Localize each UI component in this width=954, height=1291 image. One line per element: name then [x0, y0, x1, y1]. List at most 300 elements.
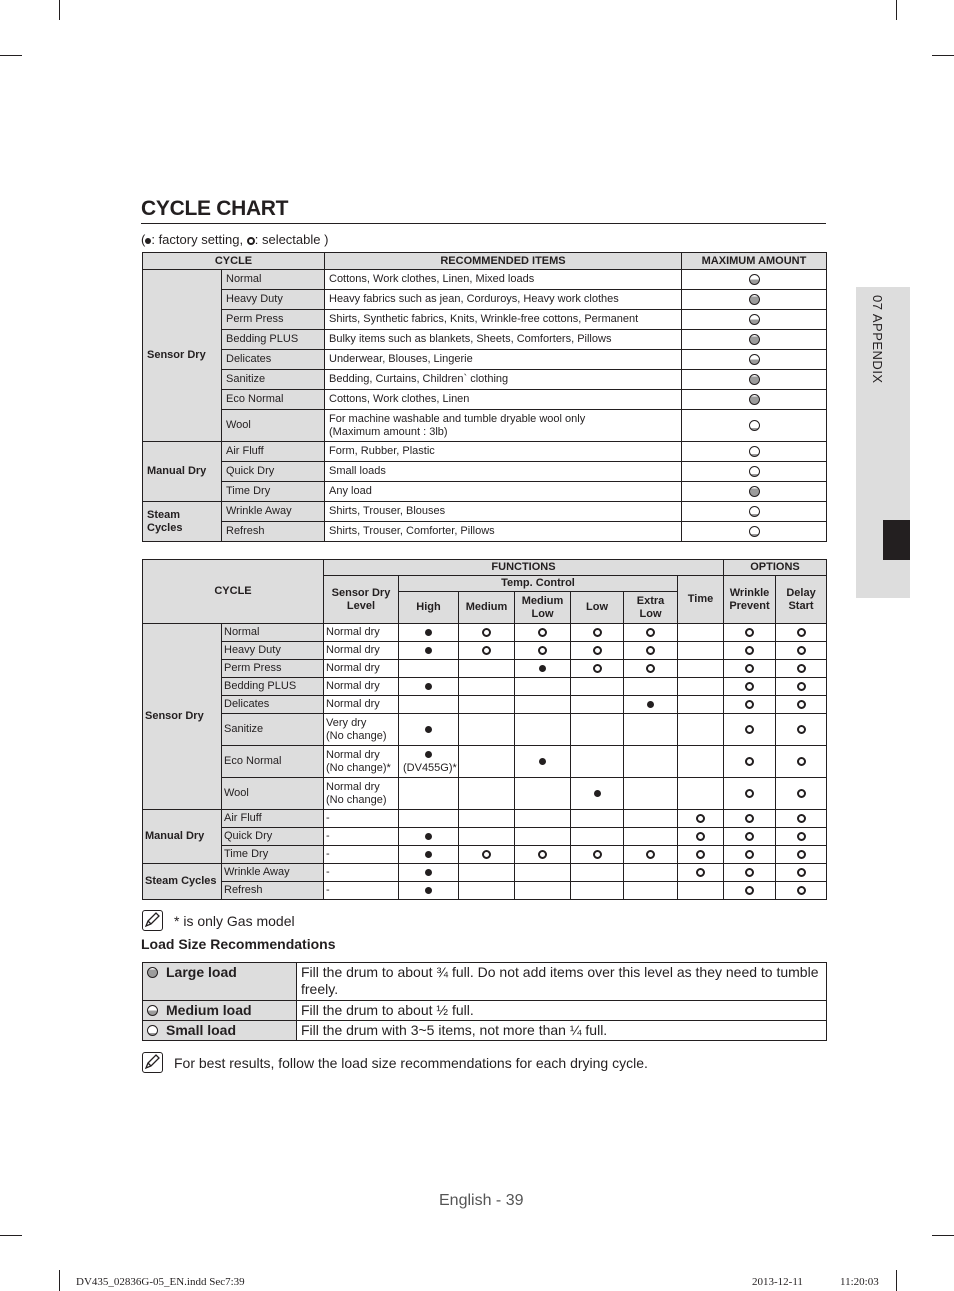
load-size-label: Medium load — [143, 1001, 297, 1021]
factory-setting-icon — [425, 726, 432, 733]
table-row — [143, 642, 827, 660]
small-load-icon — [749, 526, 760, 537]
table-row — [143, 390, 827, 410]
low-cell — [571, 696, 624, 714]
factory-setting-icon — [594, 790, 601, 797]
factory-setting-icon — [425, 887, 432, 894]
cycle-name: Wool — [222, 778, 324, 810]
page-number: English - 39 — [439, 1192, 524, 1209]
maximum-amount — [682, 502, 827, 522]
note-icon — [142, 1052, 163, 1073]
delay-start-cell — [776, 714, 827, 746]
small-load-icon — [749, 446, 760, 457]
cycle-name: Heavy Duty — [222, 642, 324, 660]
time-cell — [678, 864, 724, 882]
crop-mark — [932, 55, 954, 56]
selectable-icon — [247, 237, 255, 245]
cycle-name: Quick Dry — [222, 828, 324, 846]
table-row — [143, 864, 827, 882]
cycle-name: Sanitize — [222, 714, 324, 746]
factory-setting-icon — [539, 665, 546, 672]
table-row — [143, 828, 827, 846]
crop-mark — [0, 1235, 22, 1236]
recommended-items: Bedding, Curtains, Children` clothing — [325, 370, 682, 390]
sensor-dry-level: - — [324, 846, 399, 864]
time-cell — [678, 810, 724, 828]
low-cell — [571, 864, 624, 882]
cycle-group: Manual Dry — [143, 810, 222, 864]
extra-low-cell — [624, 642, 678, 660]
high-cell — [399, 624, 459, 642]
header-temp-control: Temp. Control — [399, 576, 678, 592]
factory-setting-icon — [425, 869, 432, 876]
large-load-icon — [749, 374, 760, 385]
table-row — [143, 270, 827, 290]
table-row — [143, 778, 827, 810]
recommended-items-table — [142, 252, 827, 542]
time-cell — [678, 696, 724, 714]
low-cell — [571, 778, 624, 810]
delay-start-cell — [776, 864, 827, 882]
table-row — [143, 310, 827, 330]
recommended-items: Shirts, Trouser, Comforter, Pillows — [325, 522, 682, 542]
factory-setting-icon — [425, 629, 432, 636]
maximum-amount — [682, 482, 827, 502]
maximum-amount — [682, 370, 827, 390]
time-cell — [678, 678, 724, 696]
selectable-icon — [593, 664, 602, 673]
selectable-icon — [538, 628, 547, 637]
high-cell — [399, 778, 459, 810]
load-size-description: Fill the drum to about ¾ full. Do not add items over this level as they need to tumble freely. — [297, 963, 827, 1001]
page-title: CYCLE CHART — [141, 196, 826, 224]
cycle-name: Time Dry — [222, 846, 324, 864]
header-cycle: CYCLE — [143, 560, 324, 624]
selectable-icon — [482, 628, 491, 637]
factory-setting-icon — [425, 647, 432, 654]
section-tab-label: 07 APPENDIX — [870, 295, 885, 384]
selectable-icon — [797, 832, 806, 841]
table-row — [143, 410, 827, 442]
high-cell — [399, 678, 459, 696]
extra-low-cell — [624, 778, 678, 810]
cycle-group: Sensor Dry — [143, 624, 222, 810]
large-load-icon — [147, 967, 158, 978]
recommended-items: Shirts, Trouser, Blouses — [325, 502, 682, 522]
recommended-items: Shirts, Synthetic fabrics, Knits, Wrinkle-free cottons, Permanent — [325, 310, 682, 330]
selectable-icon — [797, 814, 806, 823]
time-cell — [678, 660, 724, 678]
cycle-group: Steam Cycles — [143, 502, 222, 542]
table-row — [143, 696, 827, 714]
cycle-name: Heavy Duty — [222, 290, 325, 310]
recommended-items: For machine washable and tumble dryable wool only (Maximum amount : 3lb) — [325, 410, 682, 442]
sensor-dry-level: - — [324, 864, 399, 882]
cycle-name: Wool — [222, 410, 325, 442]
large-load-icon — [749, 334, 760, 345]
delay-start-cell — [776, 746, 827, 778]
cycle-name: Eco Normal — [222, 390, 325, 410]
medium-low-cell — [515, 696, 571, 714]
medium-load-icon — [749, 354, 760, 365]
table-row — [143, 678, 827, 696]
sensor-dry-level: Very dry (No change) — [324, 714, 399, 746]
sensor-dry-level: Normal dry — [324, 678, 399, 696]
delay-start-cell — [776, 778, 827, 810]
selectable-icon — [482, 646, 491, 655]
medium-low-cell — [515, 624, 571, 642]
extra-low-cell — [624, 714, 678, 746]
load-size-table — [142, 962, 827, 1041]
cycle-name: Sanitize — [222, 370, 325, 390]
header-sensor-dry-level: Sensor Dry Level — [324, 576, 399, 624]
selectable-icon — [797, 682, 806, 691]
time-cell — [678, 642, 724, 660]
gas-model-note: * is only Gas model — [174, 913, 295, 929]
selectable-icon — [745, 725, 754, 734]
selectable-icon — [593, 850, 602, 859]
wrinkle-prevent-cell — [724, 778, 776, 810]
high-cell — [399, 746, 459, 778]
low-cell — [571, 714, 624, 746]
table-row — [143, 482, 827, 502]
header-time: Time — [678, 576, 724, 624]
sensor-dry-level: - — [324, 828, 399, 846]
time-cell — [678, 778, 724, 810]
cycle-name: Bedding PLUS — [222, 330, 325, 350]
cycle-name: Air Fluff — [222, 442, 325, 462]
header-extra-low: Extra Low — [624, 592, 678, 624]
low-cell — [571, 846, 624, 864]
cycle-group: Sensor Dry — [143, 270, 222, 442]
delay-start-cell — [776, 882, 827, 900]
crop-mark — [0, 55, 22, 56]
load-size-heading: Load Size Recommendations — [141, 936, 336, 952]
selectable-icon — [797, 850, 806, 859]
extra-low-cell — [624, 864, 678, 882]
selectable-icon — [593, 646, 602, 655]
sensor-dry-level: - — [324, 810, 399, 828]
high-cell — [399, 828, 459, 846]
header-options: OPTIONS — [724, 560, 827, 576]
cycle-name: Air Fluff — [222, 810, 324, 828]
medium-low-cell — [515, 778, 571, 810]
medium-low-cell — [515, 846, 571, 864]
cycle-name: Delicates — [222, 696, 324, 714]
delay-start-cell — [776, 660, 827, 678]
medium-cell — [459, 864, 515, 882]
medium-low-cell — [515, 642, 571, 660]
table-row — [143, 1001, 827, 1021]
maximum-amount — [682, 270, 827, 290]
extra-low-cell — [624, 882, 678, 900]
functions-options-table — [142, 559, 827, 900]
medium-cell — [459, 714, 515, 746]
selectable-icon — [745, 789, 754, 798]
medium-load-icon — [749, 314, 760, 325]
crop-mark — [896, 1270, 897, 1291]
time-cell — [678, 746, 724, 778]
note-icon — [142, 910, 163, 931]
selectable-icon — [797, 757, 806, 766]
extra-low-cell — [624, 660, 678, 678]
selectable-icon — [646, 850, 655, 859]
selectable-icon — [745, 700, 754, 709]
cycle-name: Wrinkle Away — [222, 502, 325, 522]
cycle-name: Normal — [222, 624, 324, 642]
delay-start-cell — [776, 810, 827, 828]
maximum-amount — [682, 462, 827, 482]
small-load-icon — [147, 1025, 158, 1036]
wrinkle-prevent-cell — [724, 882, 776, 900]
medium-cell — [459, 660, 515, 678]
factory-setting-icon — [539, 758, 546, 765]
low-cell — [571, 624, 624, 642]
wrinkle-prevent-cell — [724, 714, 776, 746]
selectable-icon — [797, 664, 806, 673]
delay-start-cell — [776, 642, 827, 660]
selectable-icon — [538, 850, 547, 859]
factory-setting-icon — [425, 833, 432, 840]
cycle-name: Refresh — [222, 882, 324, 900]
delay-start-cell — [776, 678, 827, 696]
extra-low-cell — [624, 746, 678, 778]
maximum-amount — [682, 290, 827, 310]
medium-load-icon — [749, 274, 760, 285]
selectable-icon — [797, 725, 806, 734]
selectable-icon — [797, 646, 806, 655]
low-cell — [571, 882, 624, 900]
maximum-amount — [682, 330, 827, 350]
medium-low-cell — [515, 828, 571, 846]
selectable-icon — [696, 814, 705, 823]
medium-low-cell — [515, 678, 571, 696]
small-load-icon — [749, 420, 760, 431]
header-medium: Medium — [459, 592, 515, 624]
recommended-items: Small loads — [325, 462, 682, 482]
sensor-dry-level: Normal dry (No change) — [324, 778, 399, 810]
medium-cell — [459, 828, 515, 846]
load-size-description: Fill the drum with 3~5 items, not more than ¼ full. — [297, 1021, 827, 1041]
delay-start-cell — [776, 696, 827, 714]
header-recommended-items: RECOMMENDED ITEMS — [325, 253, 682, 270]
selectable-icon — [696, 850, 705, 859]
medium-low-cell — [515, 810, 571, 828]
recommended-items: Bulky items such as blankets, Sheets, Comforters, Pillows — [325, 330, 682, 350]
extra-low-cell — [624, 624, 678, 642]
medium-cell — [459, 678, 515, 696]
header-low: Low — [571, 592, 624, 624]
section-tab — [856, 287, 910, 598]
pencil-icon — [143, 1053, 161, 1071]
selectable-icon — [745, 832, 754, 841]
cycle-name: Delicates — [222, 350, 325, 370]
selectable-icon — [745, 886, 754, 895]
selectable-icon — [745, 868, 754, 877]
wrinkle-prevent-cell — [724, 624, 776, 642]
table-row — [143, 714, 827, 746]
cycle-name: Normal — [222, 270, 325, 290]
selectable-icon — [696, 868, 705, 877]
table-row — [143, 370, 827, 390]
selectable-icon — [593, 628, 602, 637]
load-size-note: For best results, follow the load size recommendations for each drying cycle. — [174, 1055, 648, 1071]
selectable-icon — [797, 868, 806, 877]
sensor-dry-level: Normal dry — [324, 642, 399, 660]
table-row — [143, 330, 827, 350]
recommended-items: Form, Rubber, Plastic — [325, 442, 682, 462]
load-size-description: Fill the drum to about ½ full. — [297, 1001, 827, 1021]
cycle-name: Wrinkle Away — [222, 864, 324, 882]
selectable-icon — [646, 628, 655, 637]
maximum-amount — [682, 522, 827, 542]
time-cell — [678, 828, 724, 846]
cycle-name: Eco Normal — [222, 746, 324, 778]
low-cell — [571, 828, 624, 846]
low-cell — [571, 678, 624, 696]
extra-low-cell — [624, 678, 678, 696]
sensor-dry-level: - — [324, 882, 399, 900]
selectable-icon — [745, 646, 754, 655]
recommended-items: Cottons, Work clothes, Linen — [325, 390, 682, 410]
wrinkle-prevent-cell — [724, 678, 776, 696]
table-row — [143, 963, 827, 1001]
time-cell — [678, 714, 724, 746]
header-functions: FUNCTIONS — [324, 560, 724, 576]
section-tab-marker — [883, 520, 910, 560]
crop-mark — [59, 0, 60, 20]
extra-low-cell — [624, 846, 678, 864]
delay-start-cell — [776, 828, 827, 846]
high-cell — [399, 864, 459, 882]
table-row — [143, 660, 827, 678]
maximum-amount — [682, 350, 827, 370]
medium-cell — [459, 846, 515, 864]
imprint-time: 11:20:03 — [840, 1276, 879, 1288]
cycle-name: Quick Dry — [222, 462, 325, 482]
wrinkle-prevent-cell — [724, 810, 776, 828]
small-load-icon — [749, 466, 760, 477]
header-maximum-amount: MAXIMUM AMOUNT — [682, 253, 827, 270]
wrinkle-prevent-cell — [724, 642, 776, 660]
delay-start-cell — [776, 624, 827, 642]
high-cell — [399, 882, 459, 900]
load-size-label: Small load — [143, 1021, 297, 1041]
sensor-dry-level: Normal dry (No change)* — [324, 746, 399, 778]
cycle-group: Manual Dry — [143, 442, 222, 502]
medium-cell — [459, 810, 515, 828]
time-cell — [678, 624, 724, 642]
cycle-name: Bedding PLUS — [222, 678, 324, 696]
header-cycle: CYCLE — [143, 253, 325, 270]
high-cell — [399, 810, 459, 828]
medium-load-icon — [147, 1005, 158, 1016]
medium-low-cell — [515, 882, 571, 900]
factory-setting-icon — [425, 683, 432, 690]
low-cell — [571, 810, 624, 828]
maximum-amount — [682, 390, 827, 410]
sensor-dry-level: Normal dry — [324, 660, 399, 678]
recommended-items: Any load — [325, 482, 682, 502]
pencil-icon — [143, 911, 161, 929]
extra-low-cell — [624, 828, 678, 846]
medium-cell — [459, 882, 515, 900]
table-row — [143, 522, 827, 542]
recommended-items: Cottons, Work clothes, Linen, Mixed loads — [325, 270, 682, 290]
wrinkle-prevent-cell — [724, 696, 776, 714]
extra-low-cell — [624, 810, 678, 828]
medium-cell — [459, 642, 515, 660]
low-cell — [571, 660, 624, 678]
time-cell — [678, 846, 724, 864]
selectable-icon — [646, 646, 655, 655]
selectable-icon — [745, 814, 754, 823]
selectable-icon — [797, 628, 806, 637]
maximum-amount — [682, 310, 827, 330]
crop-mark — [59, 1270, 60, 1291]
table-row — [143, 746, 827, 778]
selectable-icon — [745, 757, 754, 766]
table-row — [143, 290, 827, 310]
high-cell — [399, 696, 459, 714]
large-load-icon — [749, 394, 760, 405]
table-row — [143, 462, 827, 482]
factory-setting-icon — [425, 851, 432, 858]
table-row — [143, 1021, 827, 1041]
table-row — [143, 350, 827, 370]
high-cell — [399, 642, 459, 660]
medium-low-cell — [515, 714, 571, 746]
wrinkle-prevent-cell — [724, 864, 776, 882]
sensor-dry-level: Normal dry — [324, 624, 399, 642]
extra-low-cell — [624, 696, 678, 714]
delay-start-cell — [776, 846, 827, 864]
low-cell — [571, 746, 624, 778]
selectable-icon — [745, 628, 754, 637]
selectable-icon — [797, 789, 806, 798]
maximum-amount — [682, 410, 827, 442]
table-row — [143, 442, 827, 462]
time-cell — [678, 882, 724, 900]
small-load-icon — [749, 506, 760, 517]
high-cell — [399, 660, 459, 678]
factory-setting-icon — [647, 701, 654, 708]
recommended-items: Heavy fabrics such as jean, Corduroys, Heavy work clothes — [325, 290, 682, 310]
crop-mark — [896, 0, 897, 20]
wrinkle-prevent-cell — [724, 828, 776, 846]
selectable-icon — [482, 850, 491, 859]
header-wrinkle-prevent: Wrinkle Prevent — [724, 576, 776, 624]
medium-low-cell — [515, 660, 571, 678]
selectable-icon — [538, 646, 547, 655]
cycle-group: Steam Cycles — [143, 864, 222, 900]
crop-mark — [932, 1235, 954, 1236]
high-cell — [399, 714, 459, 746]
table-row — [143, 502, 827, 522]
symbol-legend: ( : factory setting, : selectable ) — [141, 232, 329, 247]
high-cell — [399, 846, 459, 864]
header-high: High — [399, 592, 459, 624]
large-load-icon — [749, 486, 760, 497]
cycle-name: Refresh — [222, 522, 325, 542]
sensor-dry-level: Normal dry — [324, 696, 399, 714]
factory-setting-icon — [425, 751, 432, 758]
selectable-icon — [696, 832, 705, 841]
medium-low-cell — [515, 864, 571, 882]
maximum-amount — [682, 442, 827, 462]
table-row — [143, 624, 827, 642]
medium-cell — [459, 746, 515, 778]
